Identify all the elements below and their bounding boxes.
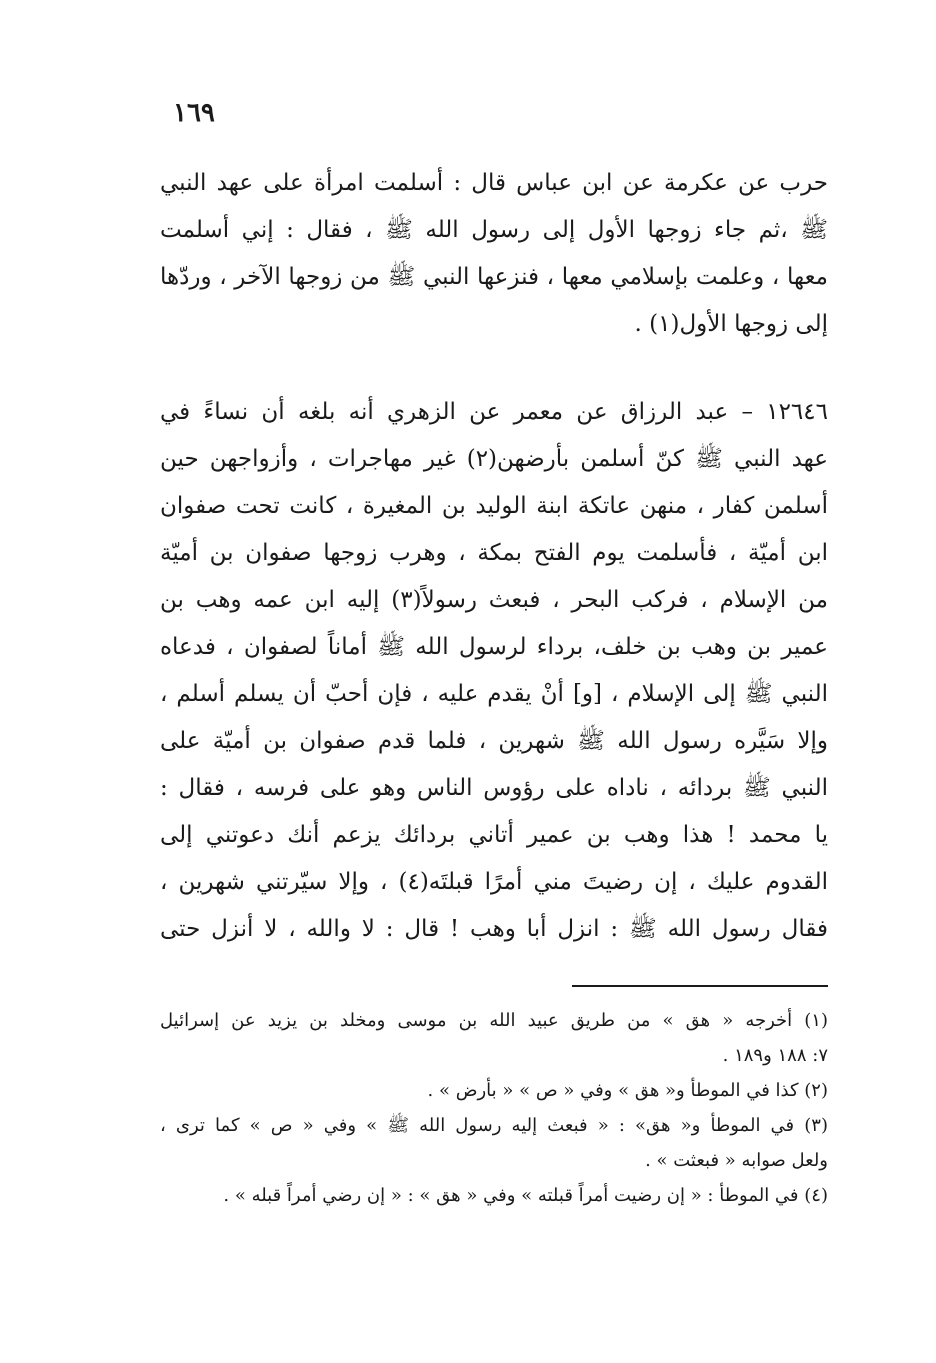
text-line: فقال رسول الله ﷺ : انزل أبا وهب ! قال : لا والله ، لا أنزل حتى xyxy=(160,916,828,942)
text-line: معها ، وعلمت بإسلامي معها ، فنزعها النبي ﷺ من زوجها الآخر ، وردّها xyxy=(160,264,828,290)
text-line: أسلمن كفار ، منهن عاتكة ابنة الوليد بن المغيرة ، كانت تحت صفوان xyxy=(160,493,828,519)
footnote-line: ولعل صوابه « فبعثت » . xyxy=(645,1150,828,1171)
footnote-line: ٧: ١٨٨ و١٨٩ . xyxy=(722,1045,828,1066)
paragraph-1 xyxy=(160,160,828,348)
text-line: حرب عن عكرمة عن ابن عباس قال : أسلمت امرأة على عهد النبي xyxy=(160,170,828,196)
footnote-divider xyxy=(572,985,828,987)
footnote-line: (٣) في الموطأ و« هق» : « فبعث إليه رسول الله ﷺ » وفي « ص » كما ترى ، xyxy=(160,1115,828,1136)
text-line: ﷺ ،ثم جاء زوجها الأول إلى رسول الله ﷺ ، فقال : إني أسلمت xyxy=(160,217,828,243)
text-line: عمير بن وهب بن خلف، برداء لرسول الله ﷺ أماناً لصفوان ، فدعاه xyxy=(160,634,828,660)
text-line: ابن أميّة ، فأسلمت يوم الفتح بمكة ، وهرب زوجها صفوان بن أميّة xyxy=(160,540,828,566)
paragraph-2 xyxy=(160,389,828,953)
footnote-line: (١) أخرجه « هق » من طريق عبيد الله بن موسى ومخلد بن يزيد عن إسرائيل xyxy=(160,1010,828,1031)
text-line: عهد النبي ﷺ كنّ أسلمن بأرضهن(٢) غير مهاجرات ، وأزواجهن حين xyxy=(160,446,828,472)
text-line: النبي ﷺ بردائه ، ناداه على رؤوس الناس وهو على فرسه ، فقال : xyxy=(160,775,828,801)
text-line: يا محمد ! هذا وهب بن عمير أتاني بردائك يزعم أنك دعوتني إلى xyxy=(160,822,828,848)
footnote-line: (٤) في الموطأ : « إن رضيت أمراً قبلته » وفي « هق » : « إن رضي أمراً قبله » . xyxy=(223,1185,828,1206)
footnotes xyxy=(160,1003,828,1213)
text-line: ١٢٦٤٦ – عبد الرزاق عن معمر عن الزهري أنه بلغه أن نساءً في xyxy=(160,399,828,425)
text-line: النبي ﷺ إلى الإسلام ، [و] أنْ يقدم عليه ، فإن أحبّ أن يسلم أسلم ، xyxy=(160,681,828,707)
text-line: القدوم عليك ، إن رضيتَ مني أمرًا قبلتَه(٤) ، وإلا سيّرتني شهرين ، xyxy=(160,869,828,895)
text-line: وإلا سَيَّره رسول الله ﷺ شهرين ، فلما قدم صفوان بن أميّة على xyxy=(160,728,828,754)
footnote-line: (٢) كذا في الموطأ و« هق » وفي « ص » « بأرض » . xyxy=(427,1080,828,1101)
page-number: ١٦٩ xyxy=(173,98,215,128)
text-line: من الإسلام ، فركب البحر ، فبعث رسولاً(٣) إليه ابن عمه وهب بن xyxy=(160,587,828,613)
text-line: إلى زوجها الأول(١) . xyxy=(634,311,828,337)
